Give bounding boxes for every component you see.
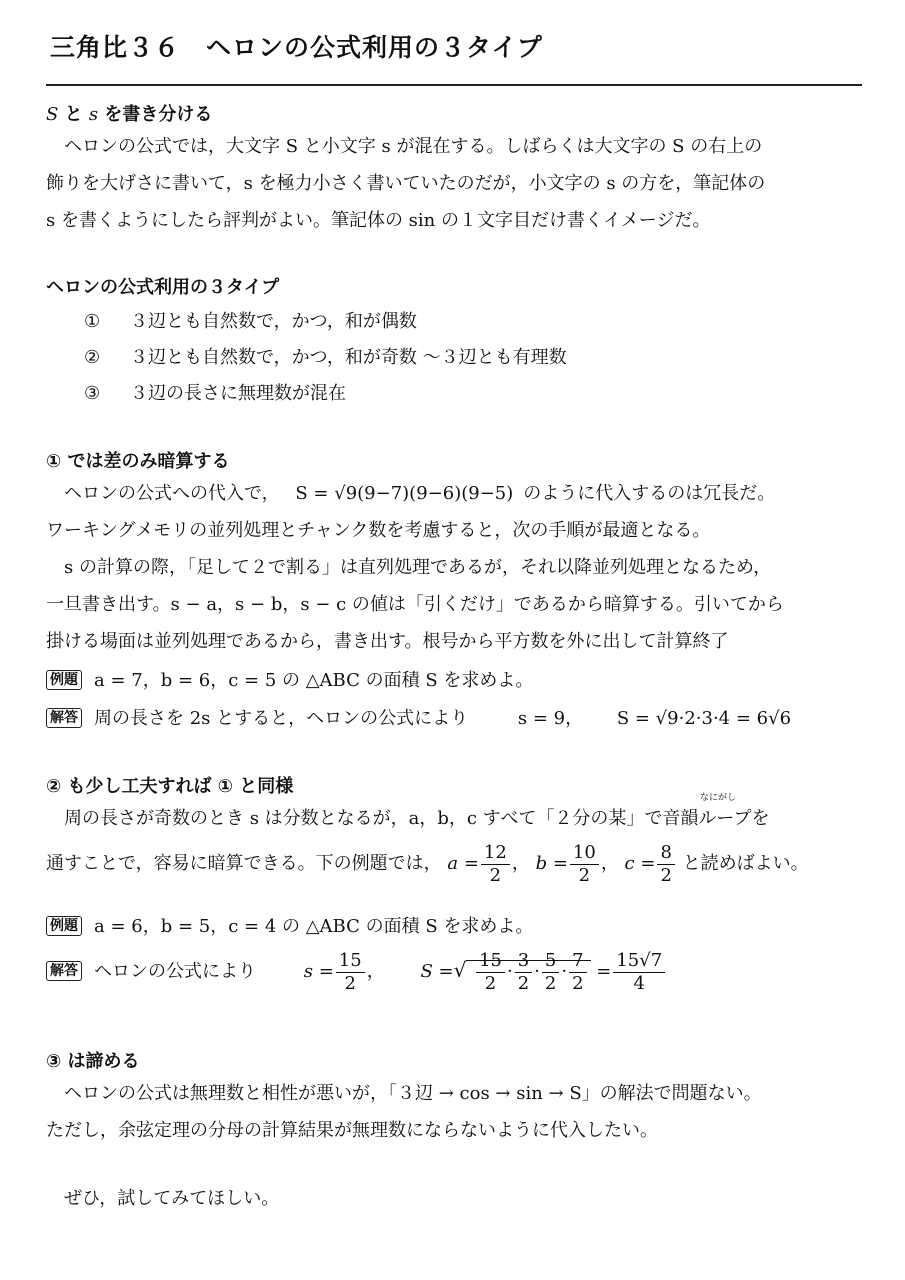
paragraph-notation [46,128,862,239]
answer-tag: 解答 [46,961,82,981]
list-item: ① ３辺とも自然数で，かつ，和が偶数 [84,311,417,332]
section-heading-type1: ① では差のみ暗算する [46,451,230,472]
text-line: ワーキングメモリの並列処理とチャンク数を考慮すると，次の手順が最適となる。 [46,520,711,541]
answer-tag: 解答 [46,708,82,728]
page-title: 三角比３６ ヘロンの公式利用の３タイプ [50,33,543,62]
text-line: ただし，余弦定理の分母の計算結果が無理数にならないように代入したい。 [46,1120,658,1141]
text-line: s の計算の際，「足して２で割る」は直列処理であるが，それ以降並列処理となるため， [64,557,772,578]
example-tag: 例題 [46,670,82,690]
paragraph-type3 [46,1075,862,1149]
paragraph-type2 [46,800,862,837]
closing-line: ぜひ，試してみてほしい。 [64,1188,280,1209]
section-heading-type2: ② も少し工夫すれば ① と同様 [46,776,294,797]
answer-1: 解答 周の長さを 2s とすると，ヘロンの公式により s = 9， S = √9·2·3·4 = 6√6 [46,704,791,730]
answer-2: 解答 ヘロンの公式により s = $\frac{15}{2}$ ， S =√ $\frac{15}{2}$ · $\frac{3}{2}$ · $\frac{5}{2}$ · $\frac{7}{2}$ = $\frac{15√7}{4}$ [46,946,667,996]
paragraph-type1 [46,475,862,660]
text-line: 周の長さが奇数のとき s は分数となるが，a，b，c すべて「２分の某」で音韻ループを [64,808,770,829]
text-line: 飾りを大げさに書いて，s を極力小さく書いていたのだが，小文字の s の方を，筆記体の [46,173,766,194]
text-line: ヘロンの公式では，大文字 S と小文字 s が混在する。しばらくは大文字の S の右上の [64,136,763,157]
list-item: ② ３辺とも自然数で，かつ，和が奇数 〜３辺とも有理数 [84,347,567,368]
ruby-annotation: なにがし [700,793,737,803]
section-heading-notation: S と s を書き分ける [46,104,213,125]
example-1: 例題 a = 7，b = 6，c = 5 の △ABC の面積 S を求めよ。 [46,666,533,692]
example-2: 例題 a = 6，b = 5，c = 4 の △ABC の面積 S を求めよ。 [46,912,533,938]
text-line: ヘロンの公式は無理数と相性が悪いが，「３辺 → cos → sin → S」の解法で問題ない。 [64,1083,762,1104]
list-item: ③ ３辺の長さに無理数が混在 [84,383,346,404]
section-heading-three-types: ヘロンの公式利用の３タイプ [46,277,280,298]
substitution-formula: S = √9(9−7)(9−6)(9−5) [295,483,514,504]
text-line: 一旦書き出す。s − a，s − b，s − c の値は「引くだけ」であるから暗算する。引いてから [46,594,784,615]
section-heading-type3: ③ は諦める [46,1051,140,1072]
example-tag: 例題 [46,916,82,936]
text-line-fractions: 通すことで，容易に暗算できる。下の例題では， a = $\frac{12}{2}$ ， b = $\frac{10}{2}$ ， c = $\frac{8}{2}$ と読めばよい。 [46,841,809,886]
text-line: 掛ける場面は並列処理であるから，書き出す。根号から平方数を外に出して計算終了 [46,631,729,652]
text-line: ヘロンの公式への代入で， S = √9(9−7)(9−6)(9−5) のように代入するのは冗長だ。 [64,483,776,504]
text-line: s を書くようにしたら評判がよい。筆記体の sin の１文字目だけ書くイメージだ。 [46,210,711,231]
title-rule [46,84,862,86]
